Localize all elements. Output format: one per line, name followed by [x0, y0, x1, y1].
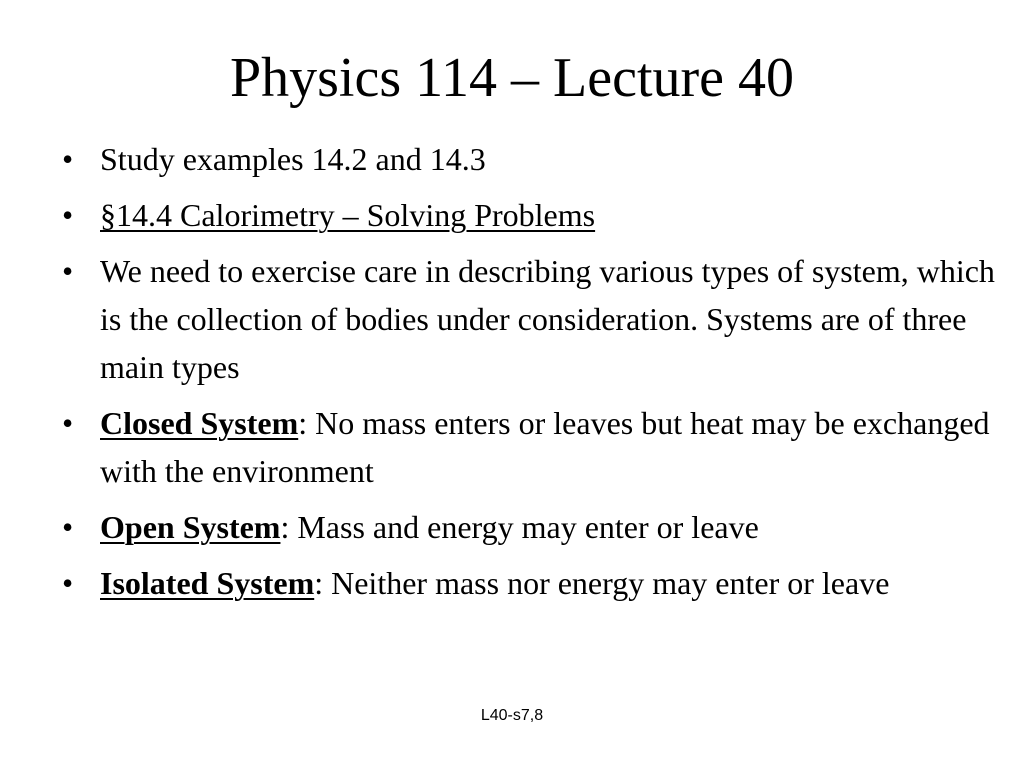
definition-closed-system: : No mass enters or leaves but heat may be exchanged with the environment — [100, 405, 990, 489]
term-open-system: Open System — [100, 509, 281, 545]
definition-open-system: : Mass and energy may enter or leave — [280, 509, 759, 545]
bullet-text: Study examples 14.2 and 14.3 — [100, 141, 486, 177]
bullet-item-isolated-system — [62, 559, 1002, 607]
bullet-item-open-system — [62, 503, 1002, 551]
bullet-icon: • — [62, 405, 74, 441]
bullet-icon: • — [62, 509, 74, 545]
bullet-item-closed-system — [62, 399, 1002, 495]
bullet-item-study-examples — [62, 135, 1002, 183]
term-closed-system: Closed System — [100, 405, 299, 441]
bullet-item-calorimetry — [62, 191, 1002, 239]
bullet-item-system-description — [62, 247, 1002, 391]
bullet-icon: • — [62, 565, 74, 601]
slide-footer: L40-s7,8 — [480, 707, 544, 724]
bullet-icon: • — [62, 253, 74, 289]
bullet-icon: • — [62, 141, 74, 177]
definition-isolated-system: : Neither mass nor energy may enter or leave — [314, 565, 890, 601]
slide-title: Physics 114 – Lecture 40 — [229, 47, 795, 109]
bullet-list — [62, 135, 1002, 615]
term-isolated-system: Isolated System — [100, 565, 315, 601]
bullet-text: We need to exercise care in describing various types of system, which is the collection of bodies under consideration. Systems are of three main types — [100, 253, 995, 385]
bullet-icon: • — [62, 197, 74, 233]
section-heading-calorimetry: §14.4 Calorimetry – Solving Problems — [100, 197, 596, 233]
